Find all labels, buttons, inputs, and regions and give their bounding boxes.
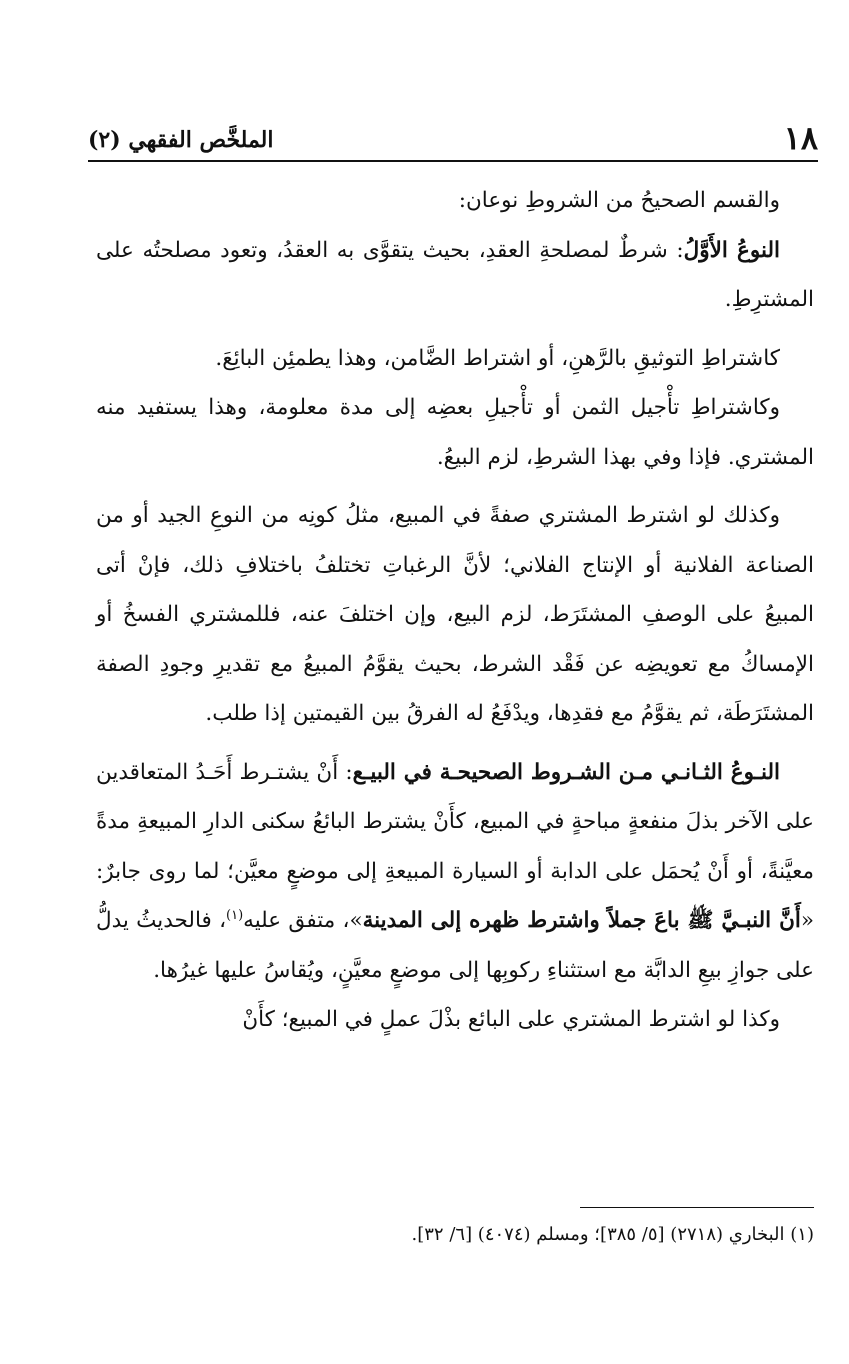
paragraph-intro-text: والقسم الصحيحُ من الشروطِ نوعان:: [458, 188, 780, 213]
running-title: الملخَّص الفقهي (٢): [88, 127, 274, 153]
body-text: [96, 176, 814, 1045]
type-one-label: النوعُ الأَوَّلُ: [683, 237, 781, 263]
type-two-text-c: ، فالحديثُ يدلُّ على جوازِ بيعِ الدابَّة مع استثناءِ ركوبِها إلى موضعٍ معيَّنٍ، ويُقاسُ عليها غيرُها.: [96, 908, 814, 983]
paragraph-deferral: [96, 383, 814, 482]
type-two-text-b: »، متفق عليه: [243, 908, 363, 933]
hadith-text: أَنَّ النبـيَّ ﷺ باعَ جملاً واشترط ظهره إلى المدينة: [362, 908, 801, 933]
paragraph-intro: [96, 176, 814, 226]
paragraph-guarantee: [96, 334, 814, 384]
header-rule: [88, 160, 818, 162]
paragraph-type-two: [96, 748, 814, 996]
paragraph-type-one: [96, 226, 814, 325]
page-number: ١٨: [783, 119, 818, 157]
paragraph-attribute: [96, 491, 814, 739]
footnote-reference: (١): [226, 907, 244, 923]
type-one-text: : شرطٌ لمصلحةِ العقدِ، بحيث يتقوَّى به العقدُ، وتعود مصلحتُه على المشترِطِ.: [96, 237, 814, 312]
paragraph-work-text: وكذا لو اشترط المشتري على البائع بذْلَ عملٍ في المبيع؛ كأَنْ: [242, 1007, 780, 1032]
type-two-text-a: : أَنْ يشتـرط أَحَـدُ المتعاقدين على الآخر بذلَ منفعةٍ مباحةٍ في المبيع، كأَنْ يشترط البائعُ سكنى الدارِ المبيعةِ مدةً معيَّنةً، أو أَنْ يُحمَل على الدابة أو السيارة المبيعةِ إلى موضعٍ معيَّن؛ لما روى جابرٌ: «: [96, 759, 814, 933]
footnote-rule: [580, 1207, 814, 1208]
paragraph-deferral-text: وكاشتراطِ تأْجيل الثمن أو تأْجيلِ بعضِه إلى مدة معلومة، وهذا يستفيد منه المشتري. فإذا وفي بهذا الشرطِ، لزم البيعُ.: [96, 395, 814, 470]
paragraph-attribute-text: وكذلك لو اشترط المشتري صفةً في المبيع، مثلُ كونِه من النوعِ الجيد أو من الصناعة الفلانية أو الإنتاج الفلاني؛ لأنَّ الرغباتِ تختلفُ باختلافِ ذلك، فإنْ أتى المبيعُ على الوصفِ المشتَرَط، لزم البيع، وإن اختلفَ عنه، فللمشتري الفسخُ أو الإمساكُ مع تعويضِه عن فَقْد الشرط، بحيث يقوَّمُ المبيعُ مع تقديرِ وجودِ الصفة المشتَرَطَة، ثم يقوَّمُ مع فقدِها، ويدْفَعُ له الفرقُ بين القيمتين إذا طلب.: [96, 503, 814, 726]
footnote: (١) البخاري (٢٧١٨) [٥/ ٣٨٥]؛ ومسلم (٤٠٧٤) [٦/ ٣٢].: [411, 1224, 814, 1245]
paragraph-work: [96, 995, 814, 1045]
page-header: [88, 112, 818, 158]
paragraph-guarantee-text: كاشتراطِ التوثيقِ بالرَّهنِ، أو اشتراط الضَّامن، وهذا يطمئِن البائِعَ.: [215, 345, 780, 371]
type-two-label: النـوعُ الثـانـي مـن الشـروط الصحيحـة في البيـع: [352, 759, 780, 785]
